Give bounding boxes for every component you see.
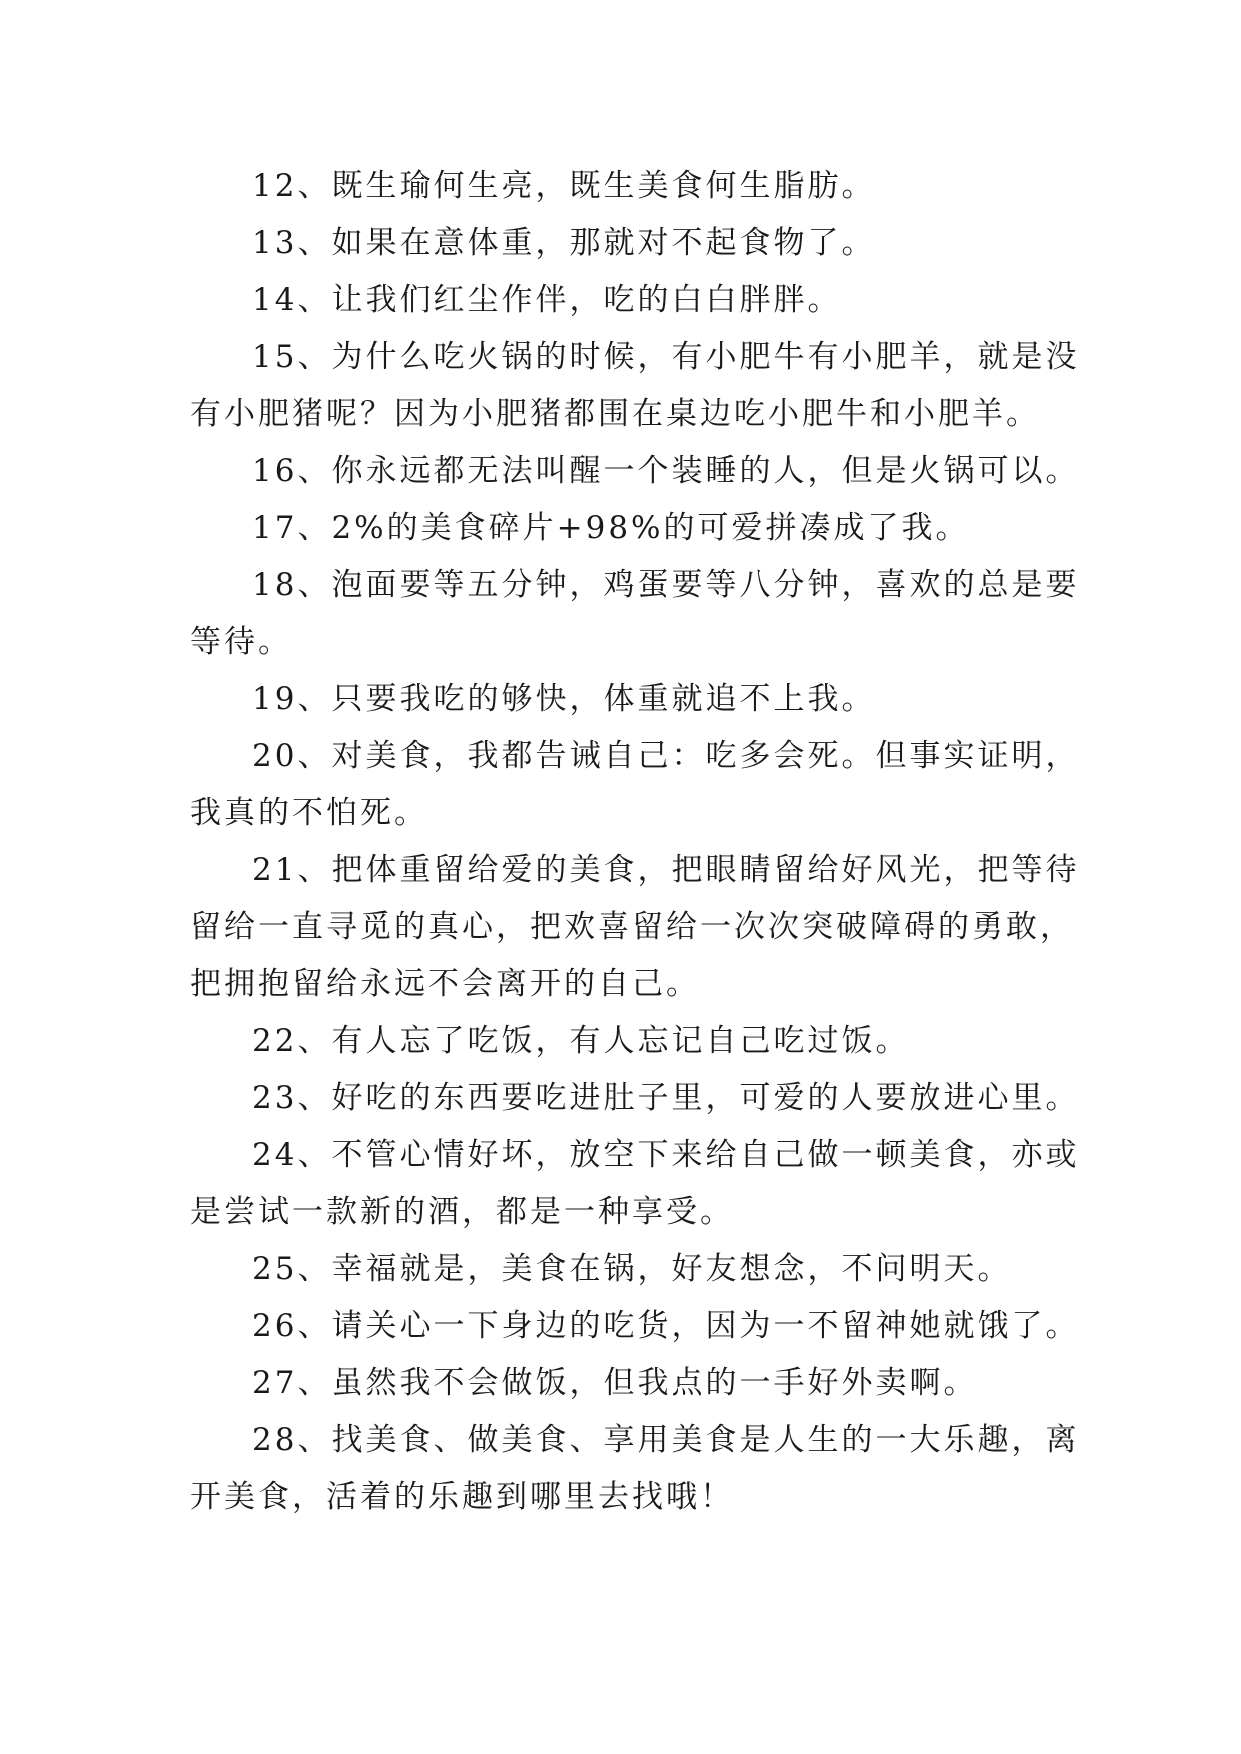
paragraph-14: 14、让我们红尘作伴，吃的白白胖胖。 [252,282,842,318]
paragraph-22: 22、有人忘了吃饭，有人忘记自己吃过饭。 [252,1023,910,1059]
document-body [190,158,1090,1526]
paragraph-18: 18、泡面要等五分钟，鸡蛋要等八分钟，喜欢的总是要等待。 [190,567,1080,660]
paragraph-15: 15、为什么吃火锅的时候，有小肥牛有小肥羊，就是没有小肥猪呢？因为小肥猪都围在桌边吃小肥牛和小肥羊。 [190,339,1080,432]
paragraph-25: 25、幸福就是，美食在锅，好友想念，不问明天。 [252,1251,1012,1287]
paragraph-19: 19、只要我吃的够快，体重就追不上我。 [252,681,876,717]
paragraph-27: 27、虽然我不会做饭，但我点的一手好外卖啊。 [252,1365,978,1401]
paragraph-21: 21、把体重留给爱的美食，把眼睛留给好风光，把等待留给一直寻觅的真心，把欢喜留给一次次突破障碍的勇敢，把拥抱留给永远不会离开的自己。 [190,852,1080,1002]
paragraph-17: 17、2%的美食碎片+98%的可爱拼凑成了我。 [252,510,970,546]
paragraph-26: 26、请关心一下身边的吃货，因为一不留神她就饿了。 [252,1308,1080,1344]
paragraph-24: 24、不管心情好坏，放空下来给自己做一顿美食，亦或是尝试一款新的酒，都是一种享受。 [190,1137,1080,1230]
paragraph-20: 20、对美食，我都告诫自己：吃多会死。但事实证明，我真的不怕死。 [190,738,1080,831]
paragraph-13: 13、如果在意体重，那就对不起食物了。 [252,225,876,261]
paragraph-12: 12、既生瑜何生亮，既生美食何生脂肪。 [252,168,876,204]
paragraph-28: 28、找美食、做美食、享用美食是人生的一大乐趣，离开美食，活着的乐趣到哪里去找哦！ [190,1422,1080,1515]
paragraph-23: 23、好吃的东西要吃进肚子里，可爱的人要放进心里。 [252,1080,1080,1116]
paragraph-16: 16、你永远都无法叫醒一个装睡的人，但是火锅可以。 [252,453,1080,489]
